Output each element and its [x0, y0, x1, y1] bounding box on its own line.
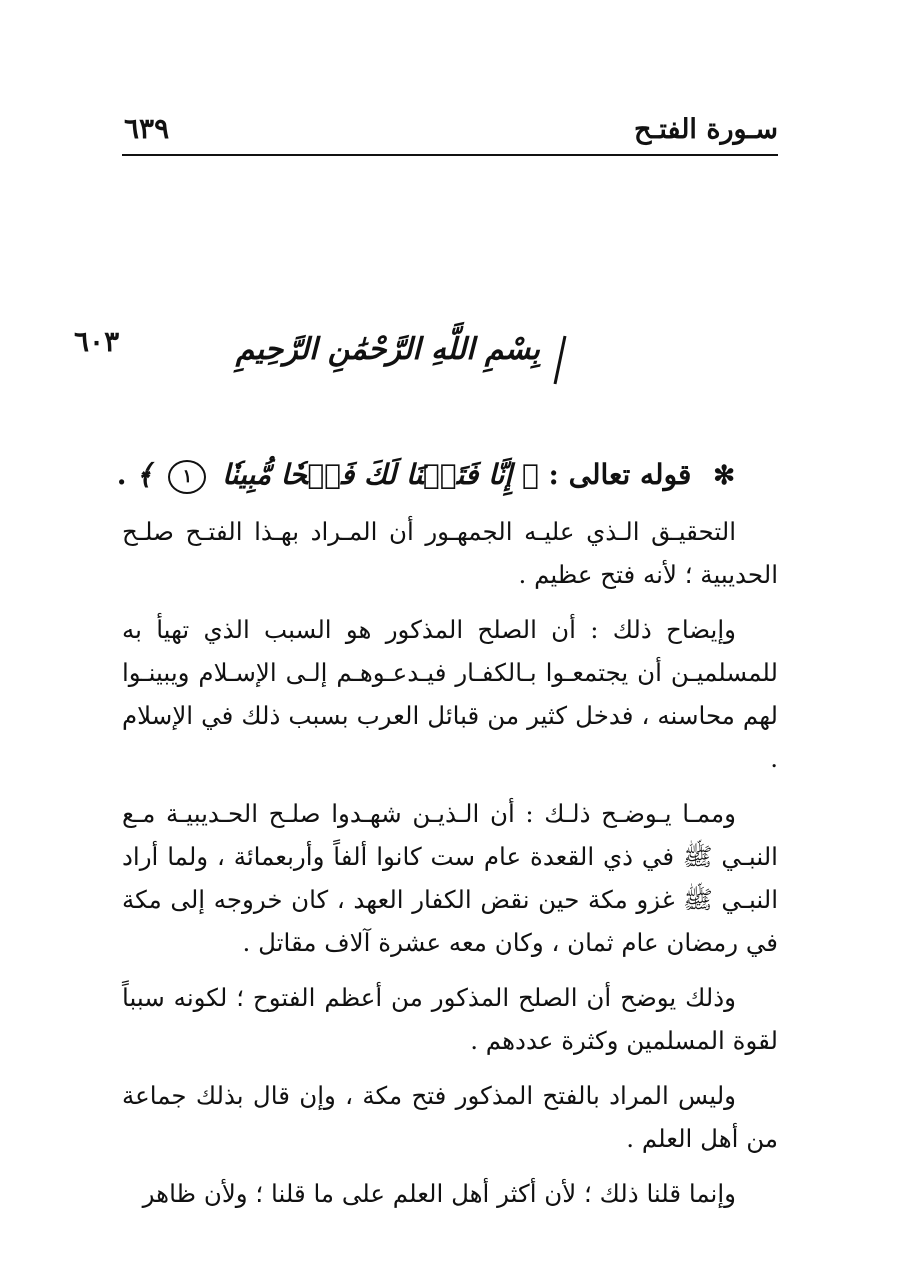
verse-end-mark: . — [116, 458, 127, 491]
surah-title: سـورة الفتـح — [634, 114, 778, 145]
basmala: بِسْمِ اللَّهِ الرَّحْمَٰنِ الرَّحِيمِ — [235, 332, 540, 367]
paragraph: وإيضاح ذلك : أن الصلح المذكور هو السبب الذي تهيأ به للمسلميـن أن يجتمعـوا بـالكفـار فيـدعـوهـم إلـى الإسـلام ويبينـوا لهم محاسنه ، فدخل كثير من قبائل العرب بسبب ذلك في الإسلام . — [122, 615, 778, 773]
paragraph: وذلك يوضح أن الصلح المذكور من أعظم الفتوح ؛ لكونه سبباً لقوة المسلمين وكثرة عددهم . — [122, 983, 778, 1055]
paragraph: وليس المراد بالفتح المذكور فتح مكة ، وإن قال بذلك جماعة من أهل العلم . — [122, 1081, 778, 1153]
edition-marker-slash-icon — [551, 334, 569, 386]
verse-label: قوله تعالى : — [548, 458, 692, 491]
verse-close-bracket: ﴾ — [136, 458, 153, 491]
quran-verse: ﴿ إِنَّا فَتَحۡنَا لَكَ فَتۡحٗا مُّبِينٗا — [212, 458, 539, 491]
paragraph: وإنما قلنا ذلك ؛ لأن أكثر أهل العلم على ما قلنا ؛ ولأن ظاهر — [142, 1179, 736, 1208]
body-text — [122, 510, 778, 1227]
page-number: ٦٣٩ — [124, 112, 170, 145]
verse-number-badge: ١ — [168, 460, 206, 494]
running-header — [122, 108, 778, 156]
edition-page-marker: ٦٠٣ — [74, 325, 120, 358]
paragraph: التحقيـق الـذي عليـه الجمهـور أن المـراد بهـذا الفتـح صلـح الحديبية ؛ لأنه فتح عظيم . — [122, 517, 778, 589]
star-icon: ✻ — [713, 461, 735, 491]
paragraph: وممـا يـوضـح ذلـك : أن الـذيـن شهـدوا صلـح الحـديبيـة مـع النبـي ﷺ في ذي القعدة عام ست كانوا ألفاً وأربعمائة ، ولما أراد النبـي ﷺ غزو مكة حين نقض الكفار العهد ، كان خروجه إلى مكة في رمضان عام ثمان ، وكان معه عشرة آلاف مقاتل . — [122, 799, 778, 957]
verse-heading — [116, 452, 735, 498]
